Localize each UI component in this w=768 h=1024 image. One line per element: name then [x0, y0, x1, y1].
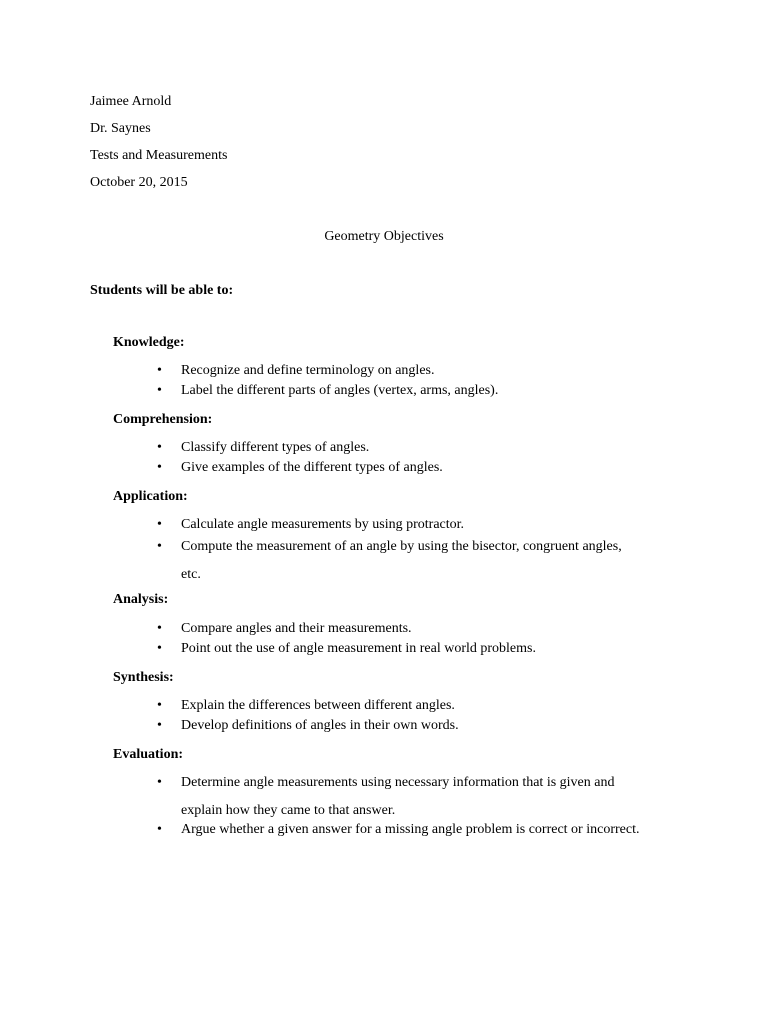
instructor-name: Dr. Saynes: [90, 121, 151, 136]
objective-item: Argue whether a given answer for a missing angle problem is correct or incorrect.: [181, 822, 640, 837]
objective-item: Label the different parts of angles (vertex, arms, angles).: [181, 383, 499, 398]
section-heading-evaluation: Evaluation:: [113, 747, 184, 762]
intro-statement: Students will be able to:: [90, 283, 234, 298]
bullet-icon: •: [157, 718, 162, 733]
bullet-icon: •: [157, 363, 162, 378]
section-heading-application: Application:: [113, 489, 188, 504]
section-heading-knowledge: Knowledge:: [113, 335, 185, 350]
bullet-icon: •: [157, 383, 162, 398]
bullet-icon: •: [157, 440, 162, 455]
section-heading-comprehension: Comprehension:: [113, 412, 213, 427]
course-name: Tests and Measurements: [90, 148, 228, 163]
objective-item: Explain the differences between different angles.: [181, 698, 455, 713]
document-date: October 20, 2015: [90, 175, 188, 190]
student-name: Jaimee Arnold: [90, 94, 172, 109]
objective-item: Determine angle measurements using necessary information that is given and: [181, 775, 615, 790]
document-title: Geometry Objectives: [324, 229, 444, 244]
section-heading-synthesis: Synthesis:: [113, 670, 174, 685]
bullet-icon: •: [157, 460, 162, 475]
objective-item: Compute the measurement of an angle by using the bisector, congruent angles,: [181, 539, 622, 554]
objective-item: Point out the use of angle measurement in real world problems.: [181, 641, 536, 656]
objective-item: Compare angles and their measurements.: [181, 621, 412, 636]
bullet-icon: •: [157, 641, 162, 656]
bullet-icon: •: [157, 517, 162, 532]
objective-item: Classify different types of angles.: [181, 440, 370, 455]
bullet-icon: •: [157, 822, 162, 837]
objective-item-continuation: etc.: [181, 567, 201, 582]
objective-item: Recognize and define terminology on angles.: [181, 363, 435, 378]
objective-item: Calculate angle measurements by using protractor.: [181, 517, 465, 532]
bullet-icon: •: [157, 539, 162, 554]
objective-item: Develop definitions of angles in their own words.: [181, 718, 459, 733]
objective-item: Give examples of the different types of angles.: [181, 460, 443, 475]
bullet-icon: •: [157, 621, 162, 636]
bullet-icon: •: [157, 775, 162, 790]
bullet-icon: •: [157, 698, 162, 713]
objective-item-continuation: explain how they came to that answer.: [181, 803, 396, 818]
section-heading-analysis: Analysis:: [113, 592, 169, 607]
